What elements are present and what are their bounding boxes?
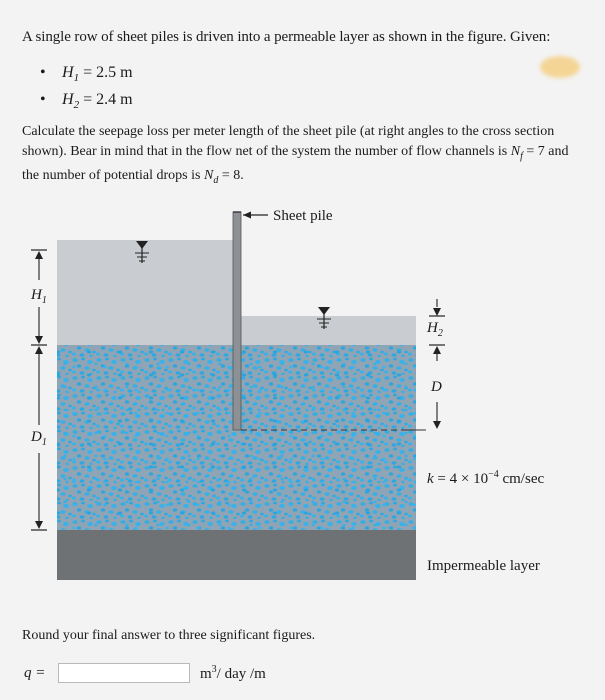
h1-label: $H_1$ — [31, 287, 47, 306]
impermeable-layer — [57, 530, 416, 580]
sheet-pile-arrow-icon — [243, 212, 251, 219]
q-label: q = — [24, 664, 46, 681]
answer-row — [24, 663, 266, 683]
figure-svg — [0, 195, 605, 615]
d-dimension — [433, 402, 441, 429]
answer-input[interactable] — [58, 663, 190, 683]
sheet-pile-figure — [0, 195, 605, 615]
sheet-pile-label: Sheet pile — [273, 208, 333, 224]
upstream-water — [57, 240, 233, 345]
d-label: D — [431, 379, 442, 395]
rounding-instruction: Round your final answer to three significant figures. — [22, 628, 316, 643]
problem-paragraph: Calculate the seepage loss per meter length of the sheet pile (at right angles to the cross section shown). Bear in mind that in the flow net of the system the number of flow channels is $N_f = 7$ and the number of potential drops is $N_d = 8$. — [22, 124, 569, 186]
permeability-label: $k = 4 \times 10^{-4}$ cm/sec — [427, 469, 545, 487]
given-h1: • $H_1 = 2.5$ m — [40, 64, 133, 85]
h2-label: $H_2$ — [427, 320, 443, 339]
sheet-pile — [233, 212, 241, 430]
downstream-water — [241, 316, 416, 345]
d1-label: $D_1$ — [31, 429, 47, 448]
problem-intro: A single row of sheet piles is driven into a permeable layer as shown in the figure. Given: — [22, 29, 551, 45]
answer-units: $m^3/$ day /m — [200, 663, 266, 682]
glare-spot — [540, 56, 580, 78]
impermeable-label: Impermeable layer — [427, 558, 540, 574]
given-h2: • $H_2 = 2.4$ m — [40, 91, 133, 112]
givens-list — [40, 62, 133, 116]
